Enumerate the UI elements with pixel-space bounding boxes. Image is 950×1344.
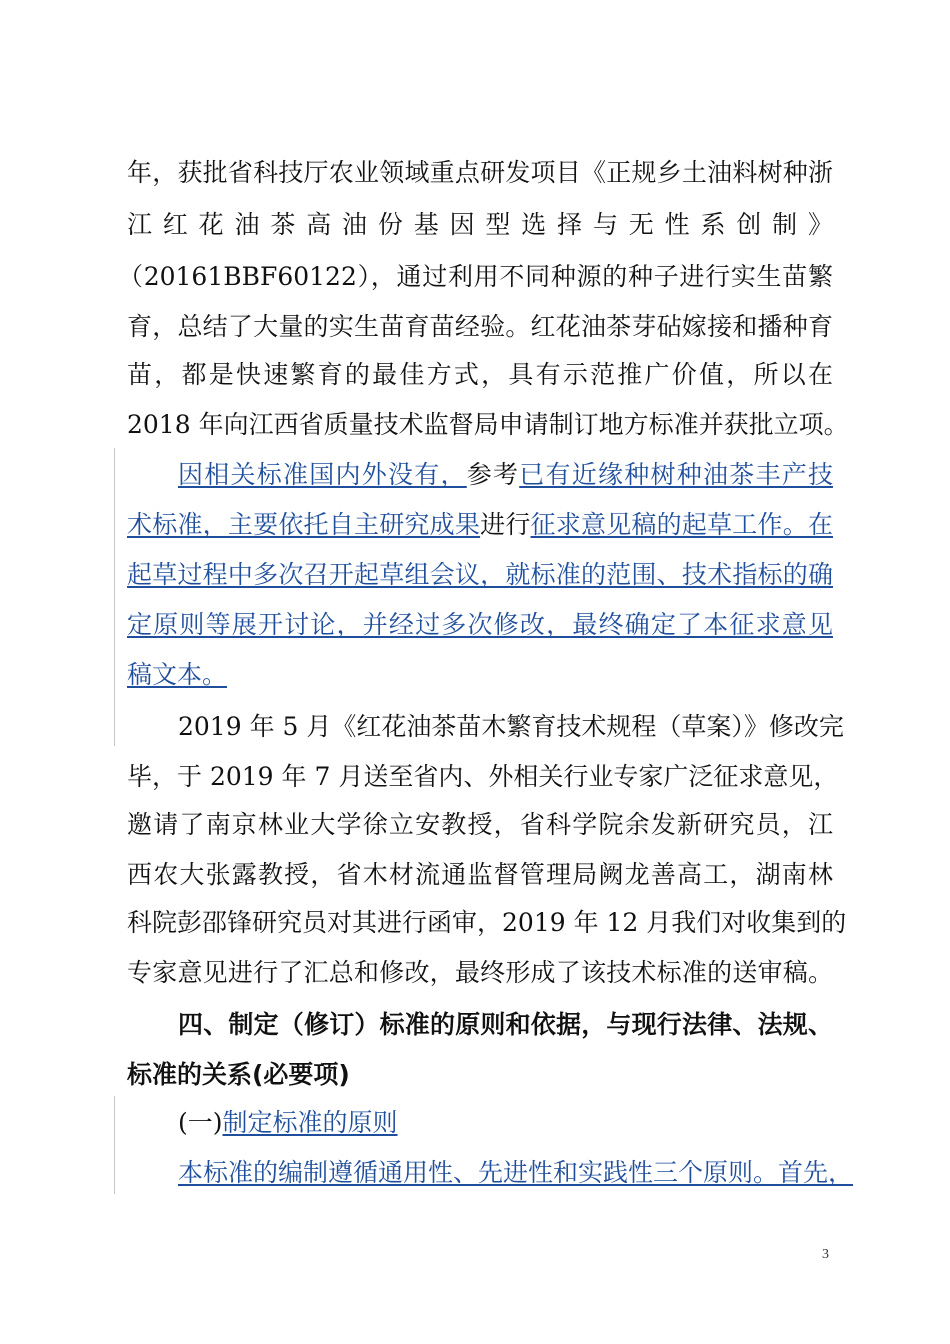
tracked-insert[interactable]: 因相关标准国内外没有，	[178, 460, 467, 489]
paragraph-3-line-6: 专家意见进行了汇总和修改，最终形成了该技术标准的送审稿。	[127, 958, 833, 987]
section-heading-line-2: 标准的关系(必要项)	[127, 1060, 350, 1089]
subsection-number: (一)	[178, 1108, 223, 1137]
paragraph-1-line-2: 江 红 花 油 茶 高 油 份 基 因 型 选 择 与 无 性 系 创 制 》	[127, 210, 833, 239]
paragraph-2-line-3[interactable]: 起草过程中多次召开起草组会议，就标准的范围、技术指标的确	[127, 560, 833, 589]
plain-text: 参考	[466, 460, 520, 489]
paragraph-3-line-4: 西农大张露教授，省木材流通监督管理局阙龙善高工，湖南林	[127, 860, 833, 889]
subsection-heading	[178, 1106, 398, 1140]
paragraph-3-line-2: 毕，于 2019 年 7 月送至省内、外相关行业专家广泛征求意见，	[127, 762, 839, 791]
paragraph-2-line-4[interactable]: 定原则等展开讨论，并经过多次修改，最终确定了本征求意见	[127, 610, 833, 639]
tracked-insert[interactable]: 已有近缘种树种油茶丰产技	[519, 460, 833, 489]
revision-change-bar	[114, 1096, 115, 1194]
paragraph-3-line-5: 科院彭邵锋研究员对其进行函审，2019 年 12 月我们对收集到的	[127, 908, 847, 937]
paragraph-2-line-5[interactable]: 稿文本。	[127, 660, 228, 689]
paragraph-3-line-1: 2019 年 5 月《红花油茶苗木繁育技术规程（草案）》修改完	[178, 712, 844, 741]
section-heading-line-1: 四、制定（修订）标准的原则和依据，与现行法律、法规、	[178, 1010, 833, 1039]
paragraph-1-line-5: 苗，都是快速繁育的最佳方式，具有示范推广价值，所以在	[127, 360, 833, 389]
paragraph-2-line-2	[127, 508, 833, 542]
tracked-insert[interactable]: 征求意见稿的起草工作。在	[530, 510, 833, 539]
tracked-insert[interactable]: 制定标准的原则	[222, 1108, 398, 1137]
tracked-insert[interactable]: 术标准，主要依托自主研究成果	[127, 510, 481, 539]
paragraph-4-line-1[interactable]: 本标准的编制遵循通用性、先进性和实践性三个原则。首先，	[178, 1158, 854, 1187]
paragraph-1-line-6: 2018 年向江西省质量技术监督局申请制订地方标准并获批立项。	[127, 410, 849, 439]
paragraph-1-line-1: 年，获批省科技厅农业领域重点研发项目《正规乡土油料树种浙	[127, 158, 833, 187]
revision-change-bar	[114, 448, 115, 746]
page-number: 3	[822, 1247, 829, 1262]
paragraph-1-line-4: 育，总结了大量的实生苗育苗经验。红花油茶芽砧嫁接和播种育	[127, 312, 833, 341]
paragraph-2-line-1	[178, 458, 833, 492]
paragraph-1-line-3: （20161BBF60122），通过利用不同种源的种子进行实生苗繁	[118, 262, 833, 291]
paragraph-3-line-3: 邀请了南京林业大学徐立安教授，省科学院余发新研究员，江	[127, 810, 833, 839]
plain-text: 进行	[480, 510, 531, 539]
